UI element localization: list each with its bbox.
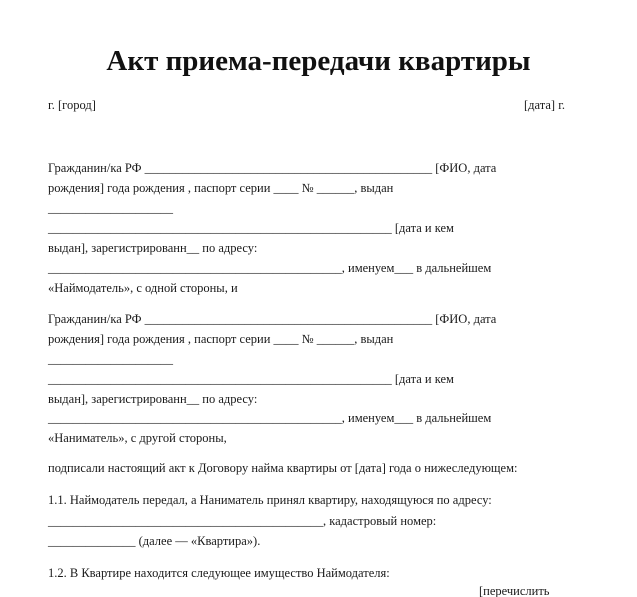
party2-line5: выдан], зарегистрированн__ по адресу: <box>48 392 258 406</box>
party1-line5: выдан], зарегистрированн__ по адресу: <box>48 241 258 255</box>
clause-1-1-line1: 1.1. Наймодатель передал, а Наниматель принял квартиру, находящуюся по адресу: <box>48 493 492 507</box>
party1-line3: ____________________ <box>48 201 173 215</box>
clause-1-1-line3: ______________ (далее — «Квартира»). <box>48 534 261 548</box>
party2-line1: Гражданин/ка РФ ______________________________________________ [ФИО, дата <box>48 312 497 326</box>
clause-1-1-line2: ____________________________________________, кадастровый номер: <box>48 514 437 528</box>
clause-1-2-line1: 1.2. В Квартире находится следующее имущество Наймодателя: <box>48 566 390 580</box>
party1-line1: Гражданин/ка РФ ______________________________________________ [ФИО, дата <box>48 161 497 175</box>
party2-line7: «Наниматель», с другой стороны, <box>48 431 227 445</box>
party1-line4: _______________________________________________________ [дата и кем <box>48 221 454 235</box>
clause-1-2-line2: [перечислить <box>479 584 550 597</box>
document-title: Акт приема-передачи квартиры <box>106 45 531 77</box>
city-label: г. [город] <box>48 98 96 112</box>
date-label: [дата] г. <box>524 98 566 112</box>
party2-line6: _______________________________________________, именуем___ в дальнейшем <box>48 411 492 425</box>
party2-line2: рождения] года рождения , паспорт серии ____ № ______, выдан <box>48 332 394 346</box>
intro-paragraph: подписали настоящий акт к Договору найма квартиры от [дата] года о нижеследующем: <box>48 461 518 475</box>
party1-line7: «Наймодатель», с одной стороны, и <box>48 281 238 295</box>
party2-line4: _______________________________________________________ [дата и кем <box>48 372 454 386</box>
party2-line3: ____________________ <box>48 352 173 366</box>
party1-line2: рождения] года рождения , паспорт серии ____ № ______, выдан <box>48 181 394 195</box>
party1-line6: _______________________________________________, именуем___ в дальнейшем <box>48 261 492 275</box>
